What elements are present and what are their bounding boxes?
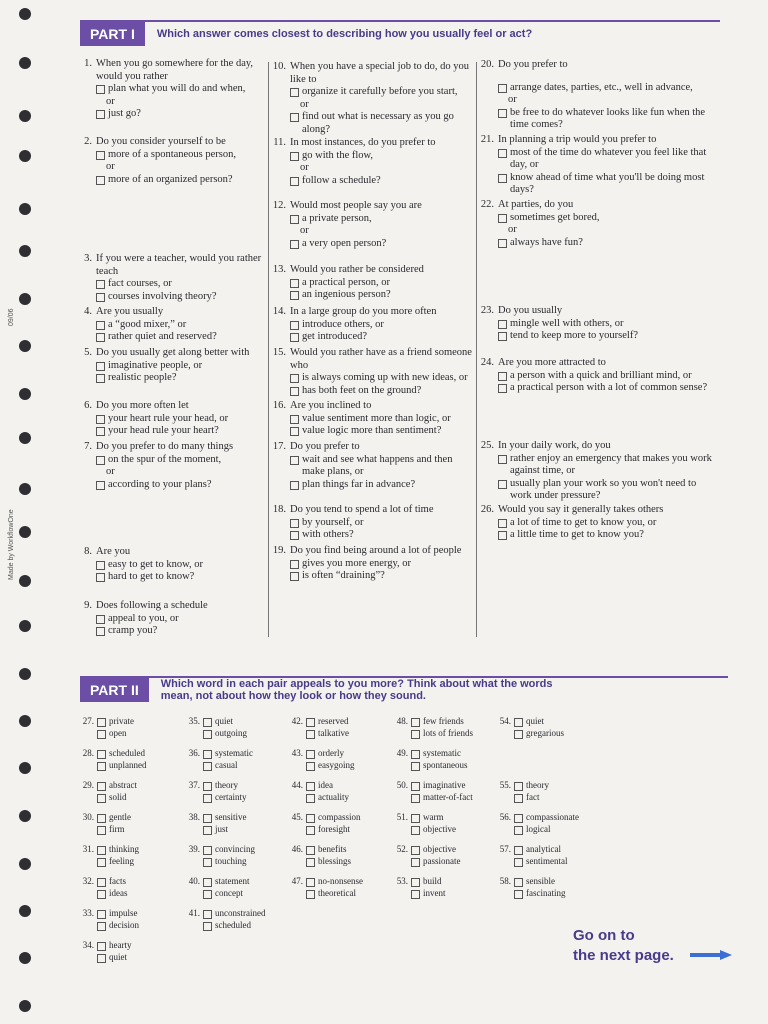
checkbox[interactable]	[203, 922, 212, 931]
checkbox[interactable]	[97, 730, 106, 739]
checkbox[interactable]	[306, 826, 315, 835]
checkbox[interactable]	[96, 427, 105, 436]
checkbox[interactable]	[306, 858, 315, 867]
checkbox[interactable]	[97, 750, 106, 759]
checkbox[interactable]	[411, 878, 420, 887]
checkbox[interactable]	[97, 858, 106, 867]
checkbox[interactable]	[96, 561, 105, 570]
question-26: 26. Would you say it generally takes others a lot of time to get to know you, or a little time to get to know you?	[480, 504, 664, 541]
checkbox[interactable]	[290, 177, 299, 186]
word-pairs-col-5	[493, 716, 579, 908]
checkbox[interactable]	[203, 910, 212, 919]
checkbox[interactable]	[290, 113, 299, 122]
question-10: 10. When you have a special job to do, do you like to organize it carefully before you start, or find out what is necessary as you go along?	[272, 61, 470, 135]
checkbox[interactable]	[203, 846, 212, 855]
question-15: 15. Would you rather have as a friend someone who is always coming up with new ideas, or has both feet on the ground?	[272, 347, 472, 396]
checkbox[interactable]	[203, 878, 212, 887]
checkbox[interactable]	[290, 572, 299, 581]
binder-hole	[19, 203, 31, 215]
checkbox[interactable]	[97, 782, 106, 791]
checkbox[interactable]	[306, 782, 315, 791]
checkbox[interactable]	[203, 890, 212, 899]
checkbox[interactable]	[96, 151, 105, 160]
question-17: 17. Do you prefer to wait and see what happens and then make plans, or plan things far in advance?	[272, 441, 453, 490]
checkbox[interactable]	[96, 321, 105, 330]
binder-holes	[0, 0, 40, 1024]
binder-hole	[19, 715, 31, 727]
checkbox[interactable]	[498, 455, 507, 464]
checkbox[interactable]	[514, 826, 523, 835]
checkbox[interactable]	[203, 794, 212, 803]
checkbox[interactable]	[203, 814, 212, 823]
question-25: 25. In your daily work, do you rather enjoy an emergency that makes you work against time, or usually plan your work so you won't need to work under pressure?	[480, 440, 712, 502]
checkbox[interactable]	[306, 878, 315, 887]
checkbox[interactable]	[96, 615, 105, 624]
binder-hole	[19, 388, 31, 400]
arrow-right-icon	[690, 950, 732, 960]
checkbox[interactable]	[498, 480, 507, 489]
checkbox[interactable]	[411, 846, 420, 855]
word-pairs-col-3	[285, 716, 363, 908]
checkbox[interactable]	[411, 890, 420, 899]
word-pair: 45. compassion foresight	[291, 812, 361, 834]
checkbox[interactable]	[96, 333, 105, 342]
question-7: 7. Do you prefer to do many things on the spur of the moment, or according to your plans?	[84, 441, 234, 490]
binder-hole	[19, 810, 31, 822]
word-pairs-col-4	[390, 716, 473, 908]
binder-hole	[19, 575, 31, 587]
part1-rule	[80, 20, 720, 22]
checkbox[interactable]	[514, 718, 523, 727]
binder-hole	[19, 526, 31, 538]
question-11: 11. In most instances, do you prefer to go with the flow, or follow a schedule?	[273, 137, 436, 186]
checkbox[interactable]	[498, 519, 507, 528]
checkbox[interactable]	[203, 858, 212, 867]
checkbox[interactable]	[411, 858, 420, 867]
checkbox[interactable]	[97, 718, 106, 727]
checkbox[interactable]	[203, 762, 212, 771]
binder-hole	[19, 905, 31, 917]
checkbox[interactable]	[514, 846, 523, 855]
checkbox[interactable]	[97, 762, 106, 771]
checkbox[interactable]	[96, 627, 105, 636]
word-pair: 28. scheduled unplanned	[82, 748, 147, 770]
binder-hole	[19, 340, 31, 352]
column-divider	[476, 62, 477, 637]
part2-rule	[80, 676, 728, 678]
checkbox[interactable]	[290, 481, 299, 490]
question-3: 3. If you were a teacher, would you rather teach fact courses, or courses involving theory?	[84, 253, 262, 302]
checkbox[interactable]	[306, 794, 315, 803]
checkbox[interactable]	[290, 88, 299, 97]
checkbox[interactable]	[498, 214, 507, 223]
word-pair: 43. orderly easygoing	[291, 748, 355, 770]
checkbox[interactable]	[411, 826, 420, 835]
word-pair: 37. theory certainty	[188, 780, 247, 802]
binder-hole	[19, 8, 31, 20]
checkbox[interactable]	[306, 718, 315, 727]
question-20: 20. Do you prefer to arrange dates, parties, etc., well in advance, or be free to do whatever looks like fun when the time comes?	[480, 59, 706, 131]
checkbox[interactable]	[290, 531, 299, 540]
checkbox[interactable]	[498, 372, 507, 381]
binder-hole	[19, 668, 31, 680]
word-pair: 27. private open	[82, 716, 134, 738]
checkbox[interactable]	[96, 280, 105, 289]
word-pair: 42. reserved talkative	[291, 716, 349, 738]
checkbox[interactable]	[498, 332, 507, 341]
question-12: 12. Would most people say you are a private person, or a very open person?	[272, 200, 422, 249]
word-pair: 44. idea actuality	[291, 780, 349, 802]
checkbox[interactable]	[290, 560, 299, 569]
question-6: 6. Do you more often let your heart rule your head, or your head rule your heart?	[84, 400, 229, 437]
word-pair: 55. theory fact	[499, 780, 549, 802]
part2-header	[80, 678, 553, 702]
checkbox[interactable]	[203, 718, 212, 727]
word-pair: 36. systematic casual	[188, 748, 253, 770]
checkbox[interactable]	[97, 826, 106, 835]
checkbox[interactable]	[290, 215, 299, 224]
checkbox[interactable]	[498, 239, 507, 248]
checkbox[interactable]	[290, 456, 299, 465]
word-pair: 33. impulse decision	[82, 908, 139, 930]
checkbox[interactable]	[411, 730, 420, 739]
binder-hole	[19, 1000, 31, 1012]
checkbox[interactable]	[514, 814, 523, 823]
question-1: 1. When you go somewhere for the day, would you rather plan what you will do and when, or just go?	[84, 58, 254, 120]
question-5: 5. Do you usually get along better with imaginative people, or realistic people?	[84, 347, 250, 384]
made-by-label: Made by WorkflowOne	[8, 509, 15, 580]
question-2: 2. Do you consider yourself to be more of a spontaneous person, or more of an organized person?	[84, 136, 237, 185]
word-pair: 53. build invent	[396, 876, 446, 898]
binder-hole	[19, 150, 31, 162]
question-24: 24. Are you more attracted to a person with a quick and brilliant mind, or a practical person with a lot of common sense?	[480, 357, 708, 394]
word-pair: 58. sensible fascinating	[499, 876, 566, 898]
question-19: 19. Do you find being around a lot of people gives you more energy, or is often “draining”?	[272, 545, 462, 582]
binder-hole	[19, 293, 31, 305]
checkbox[interactable]	[290, 152, 299, 161]
question-14: 14. In a large group do you more often introduce others, or get introduced?	[272, 306, 437, 343]
checkbox[interactable]	[306, 750, 315, 759]
checkbox[interactable]	[290, 415, 299, 424]
checkbox[interactable]	[203, 826, 212, 835]
checkbox[interactable]	[290, 321, 299, 330]
checkbox[interactable]	[514, 794, 523, 803]
checkbox[interactable]	[306, 814, 315, 823]
checkbox[interactable]	[498, 320, 507, 329]
checkbox[interactable]	[514, 782, 523, 791]
word-pair: 32. facts ideas	[82, 876, 128, 898]
checkbox[interactable]	[290, 387, 299, 396]
word-pair: 56. compassionate logical	[499, 812, 579, 834]
checkbox[interactable]	[96, 456, 105, 465]
checkbox[interactable]	[498, 531, 507, 540]
part1-title: Which answer comes closest to describing how you usually feel or act?	[156, 28, 533, 40]
word-pair: 40. statement concept	[188, 876, 250, 898]
question-9: 9. Does following a schedule appeal to you, or cramp you?	[84, 600, 208, 637]
question-16: 16. Are you inclined to value sentiment more than logic, or value logic more than sentiment?	[272, 400, 451, 437]
binder-hole	[19, 245, 31, 257]
part2-tag: PART II	[80, 678, 149, 702]
word-pair: 50. imaginative matter-of-fact	[396, 780, 473, 802]
question-18: 18. Do you tend to spend a lot of time by yourself, or with others?	[272, 504, 434, 541]
checkbox[interactable]	[96, 362, 105, 371]
word-pair: 51. warm objective	[396, 812, 456, 834]
word-pair: 38. sensitive just	[188, 812, 247, 834]
checkbox[interactable]	[411, 718, 420, 727]
question-8: 8. Are you easy to get to know, or hard to get to know?	[84, 546, 203, 583]
binder-hole	[19, 110, 31, 122]
checkbox[interactable]	[97, 794, 106, 803]
checkbox[interactable]	[306, 730, 315, 739]
word-pair: 54. quiet gregarious	[499, 716, 564, 738]
checkbox[interactable]	[96, 85, 105, 94]
checkbox[interactable]	[97, 922, 106, 931]
checkbox[interactable]	[97, 890, 106, 899]
checkbox[interactable]	[290, 291, 299, 300]
checkbox[interactable]	[411, 782, 420, 791]
column-divider	[268, 62, 269, 637]
checkbox[interactable]	[290, 427, 299, 436]
checkbox[interactable]	[306, 846, 315, 855]
checkbox[interactable]	[411, 814, 420, 823]
go-on-note: Go on to the next page.	[573, 927, 674, 964]
checkbox[interactable]	[96, 374, 105, 383]
binder-hole	[19, 952, 31, 964]
checkbox[interactable]	[96, 573, 105, 582]
question-22: 22. At parties, do you sometimes get bored, or always have fun?	[480, 199, 600, 248]
part1-header	[80, 22, 532, 46]
word-pair: 48. few friends lots of friends	[396, 716, 473, 738]
word-pair: 34. hearty quiet	[82, 940, 132, 962]
part2-title: Which word in each pair appeals to you more? Think about what the words mean, not about how they look or how they sound.	[160, 678, 553, 702]
question-13: 13. Would you rather be considered a practical person, or an ingenious person?	[272, 264, 424, 301]
part1-tag: PART I	[80, 22, 145, 46]
word-pairs-col-1	[76, 716, 147, 972]
checkbox[interactable]	[411, 762, 420, 771]
checkbox[interactable]	[498, 174, 507, 183]
checkbox[interactable]	[97, 910, 106, 919]
checkbox[interactable]	[514, 878, 523, 887]
word-pair: 47. no-nonsense theoretical	[291, 876, 363, 898]
binder-hole	[19, 483, 31, 495]
binder-hole	[19, 858, 31, 870]
checkbox[interactable]	[97, 942, 106, 951]
word-pair: 52. objective passionate	[396, 844, 461, 866]
binder-hole	[19, 57, 31, 69]
word-pair: 49. systematic spontaneous	[396, 748, 468, 770]
question-21: 21. In planning a trip would you prefer to most of the time do whatever you feel like that day, or know ahead of time what you'll be doing most days?	[480, 134, 707, 196]
binder-hole	[19, 620, 31, 632]
checkbox[interactable]	[96, 293, 105, 302]
checkbox[interactable]	[96, 110, 105, 119]
checkbox[interactable]	[97, 954, 106, 963]
binder-hole	[19, 432, 31, 444]
word-pair: 35. quiet outgoing	[188, 716, 248, 738]
checkbox[interactable]	[290, 279, 299, 288]
checkbox[interactable]	[290, 333, 299, 342]
checkbox[interactable]	[498, 109, 507, 118]
word-pair: 29. abstract solid	[82, 780, 137, 802]
checkbox[interactable]	[306, 890, 315, 899]
checkbox[interactable]	[97, 878, 106, 887]
checkbox[interactable]	[290, 374, 299, 383]
checkbox[interactable]	[411, 750, 420, 759]
question-4: 4. Are you usually a “good mixer,” or rather quiet and reserved?	[84, 306, 217, 343]
word-pair: 30. gentle firm	[82, 812, 131, 834]
checkbox[interactable]	[290, 240, 299, 249]
checkbox[interactable]	[498, 84, 507, 93]
checkbox[interactable]	[514, 730, 523, 739]
checkbox[interactable]	[306, 762, 315, 771]
checkbox[interactable]	[203, 750, 212, 759]
word-pair: 46. benefits blessings	[291, 844, 352, 866]
checkbox[interactable]	[96, 481, 105, 490]
checkbox[interactable]	[514, 858, 523, 867]
word-pair: 57. analytical sentimental	[499, 844, 568, 866]
checkbox[interactable]	[203, 782, 212, 791]
checkbox[interactable]	[498, 384, 507, 393]
binder-hole	[19, 762, 31, 774]
checkbox[interactable]	[290, 519, 299, 528]
checkbox[interactable]	[97, 846, 106, 855]
word-pairs-col-2	[182, 716, 265, 940]
checkbox[interactable]	[97, 814, 106, 823]
checkbox[interactable]	[411, 794, 420, 803]
word-pair: 41. unconstrained scheduled	[188, 908, 266, 930]
checkbox[interactable]	[498, 149, 507, 158]
question-23: 23. Do you usually mingle well with others, or tend to keep more to yourself?	[480, 305, 638, 342]
checkbox[interactable]	[96, 176, 105, 185]
word-pair: 39. convincing touching	[188, 844, 255, 866]
checkbox[interactable]	[203, 730, 212, 739]
form-code: 09/06	[8, 308, 15, 326]
word-pair: 31. thinking feeling	[82, 844, 140, 866]
checkbox[interactable]	[514, 890, 523, 899]
checkbox[interactable]	[96, 415, 105, 424]
